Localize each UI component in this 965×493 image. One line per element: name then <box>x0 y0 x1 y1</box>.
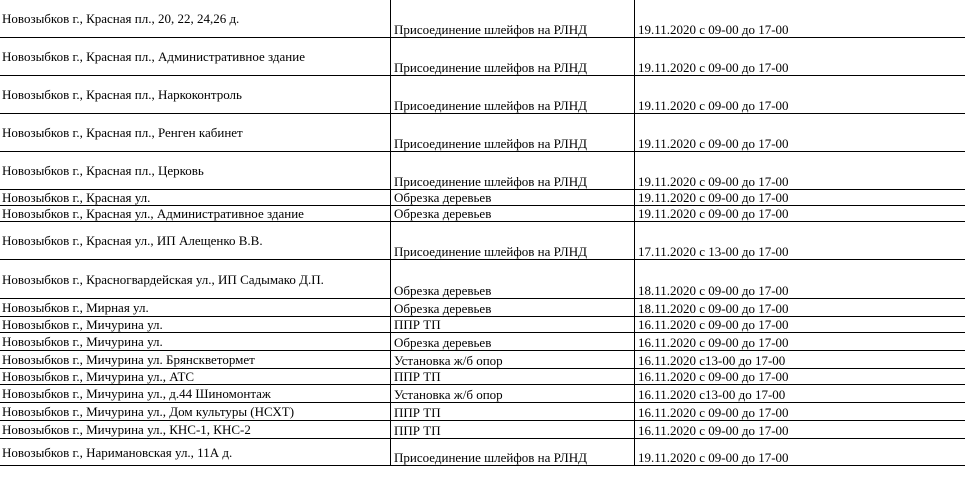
date-time-cell: 18.11.2020 с 09-00 до 17-00 <box>635 299 965 317</box>
date-time-cell: 19.11.2020 с 09-00 до 17-00 <box>635 206 965 222</box>
table-row <box>0 0 965 38</box>
table-row <box>0 76 965 114</box>
work-type-cell: Установка ж/б опор <box>391 385 635 403</box>
address-cell: Новозыбков г., Мичурина ул. <box>0 333 391 351</box>
work-type-cell: ППР ТП <box>391 317 635 333</box>
address-cell: Новозыбков г., Красная ул. <box>0 190 391 206</box>
address-cell: Новозыбков г., Мичурина ул. <box>0 317 391 333</box>
address-cell: Новозыбков г., Мичурина ул. Брянскветормет <box>0 351 391 369</box>
table-row <box>0 369 965 385</box>
date-time-cell: 19.11.2020 с 09-00 до 17-00 <box>635 38 965 76</box>
date-time-cell: 18.11.2020 с 09-00 до 17-00 <box>635 260 965 299</box>
date-time-cell: 19.11.2020 с 09-00 до 17-00 <box>635 76 965 114</box>
date-time-cell: 19.11.2020 с 09-00 до 17-00 <box>635 152 965 190</box>
address-cell: Новозыбков г., Красногвардейская ул., ИП Садымако Д.П. <box>0 260 391 299</box>
work-type-cell: Обрезка деревьев <box>391 206 635 222</box>
table-row <box>0 439 965 466</box>
work-type-cell: Обрезка деревьев <box>391 333 635 351</box>
address-cell: Новозыбков г., Мичурина ул., АТС <box>0 369 391 385</box>
date-time-cell: 16.11.2020 с 09-00 до 17-00 <box>635 369 965 385</box>
address-cell: Новозыбков г., Мичурина ул., КНС-1, КНС-2 <box>0 421 391 439</box>
address-cell: Новозыбков г., Наримановская ул., 11А д. <box>0 439 391 466</box>
work-type-cell: Присоединение шлейфов на РЛНД <box>391 222 635 260</box>
work-type-cell: Обрезка деревьев <box>391 260 635 299</box>
table-row <box>0 385 965 403</box>
table-row <box>0 38 965 76</box>
table-row <box>0 206 965 222</box>
date-time-cell: 17.11.2020 с 13-00 до 17-00 <box>635 222 965 260</box>
table-row <box>0 222 965 260</box>
date-time-cell: 16.11.2020 с13-00 до 17-00 <box>635 351 965 369</box>
date-time-cell: 16.11.2020 с 09-00 до 17-00 <box>635 333 965 351</box>
date-time-cell: 16.11.2020 с13-00 до 17-00 <box>635 385 965 403</box>
address-cell: Новозыбков г., Мичурина ул., д.44 Шиномонтаж <box>0 385 391 403</box>
address-cell: Новозыбков г., Красная ул., ИП Алещенко В.В. <box>0 222 391 260</box>
work-type-cell: ППР ТП <box>391 421 635 439</box>
address-cell: Новозыбков г., Красная пл., Ренген кабинет <box>0 114 391 152</box>
table-row <box>0 260 965 299</box>
work-type-cell: ППР ТП <box>391 403 635 421</box>
work-type-cell: Установка ж/б опор <box>391 351 635 369</box>
table-row <box>0 299 965 317</box>
address-cell: Новозыбков г., Красная пл., Церковь <box>0 152 391 190</box>
work-type-cell: Обрезка деревьев <box>391 190 635 206</box>
table-row <box>0 351 965 369</box>
date-time-cell: 19.11.2020 с 09-00 до 17-00 <box>635 0 965 38</box>
table-row <box>0 421 965 439</box>
work-type-cell: Присоединение шлейфов на РЛНД <box>391 76 635 114</box>
table-row <box>0 403 965 421</box>
table-row <box>0 114 965 152</box>
table-row <box>0 152 965 190</box>
work-type-cell: ППР ТП <box>391 369 635 385</box>
address-cell: Новозыбков г., Красная ул., Административное здание <box>0 206 391 222</box>
work-type-cell: Присоединение шлейфов на РЛНД <box>391 114 635 152</box>
date-time-cell: 19.11.2020 с 09-00 до 17-00 <box>635 190 965 206</box>
address-cell: Новозыбков г., Мирная ул. <box>0 299 391 317</box>
address-cell: Новозыбков г., Красная пл., 20, 22, 24,26 д. <box>0 0 391 38</box>
table-row <box>0 190 965 206</box>
date-time-cell: 16.11.2020 с 09-00 до 17-00 <box>635 403 965 421</box>
work-type-cell: Присоединение шлейфов на РЛНД <box>391 0 635 38</box>
date-time-cell: 19.11.2020 с 09-00 до 17-00 <box>635 114 965 152</box>
table-row <box>0 333 965 351</box>
work-type-cell: Присоединение шлейфов на РЛНД <box>391 38 635 76</box>
work-type-cell: Присоединение шлейфов на РЛНД <box>391 439 635 466</box>
date-time-cell: 16.11.2020 с 09-00 до 17-00 <box>635 317 965 333</box>
address-cell: Новозыбков г., Красная пл., Административное здание <box>0 38 391 76</box>
date-time-cell: 19.11.2020 с 09-00 до 17-00 <box>635 439 965 466</box>
address-cell: Новозыбков г., Мичурина ул., Дом культуры (НСХТ) <box>0 403 391 421</box>
table-row <box>0 317 965 333</box>
date-time-cell: 16.11.2020 с 09-00 до 17-00 <box>635 421 965 439</box>
work-type-cell: Присоединение шлейфов на РЛНД <box>391 152 635 190</box>
address-cell: Новозыбков г., Красная пл., Наркоконтроль <box>0 76 391 114</box>
work-type-cell: Обрезка деревьев <box>391 299 635 317</box>
